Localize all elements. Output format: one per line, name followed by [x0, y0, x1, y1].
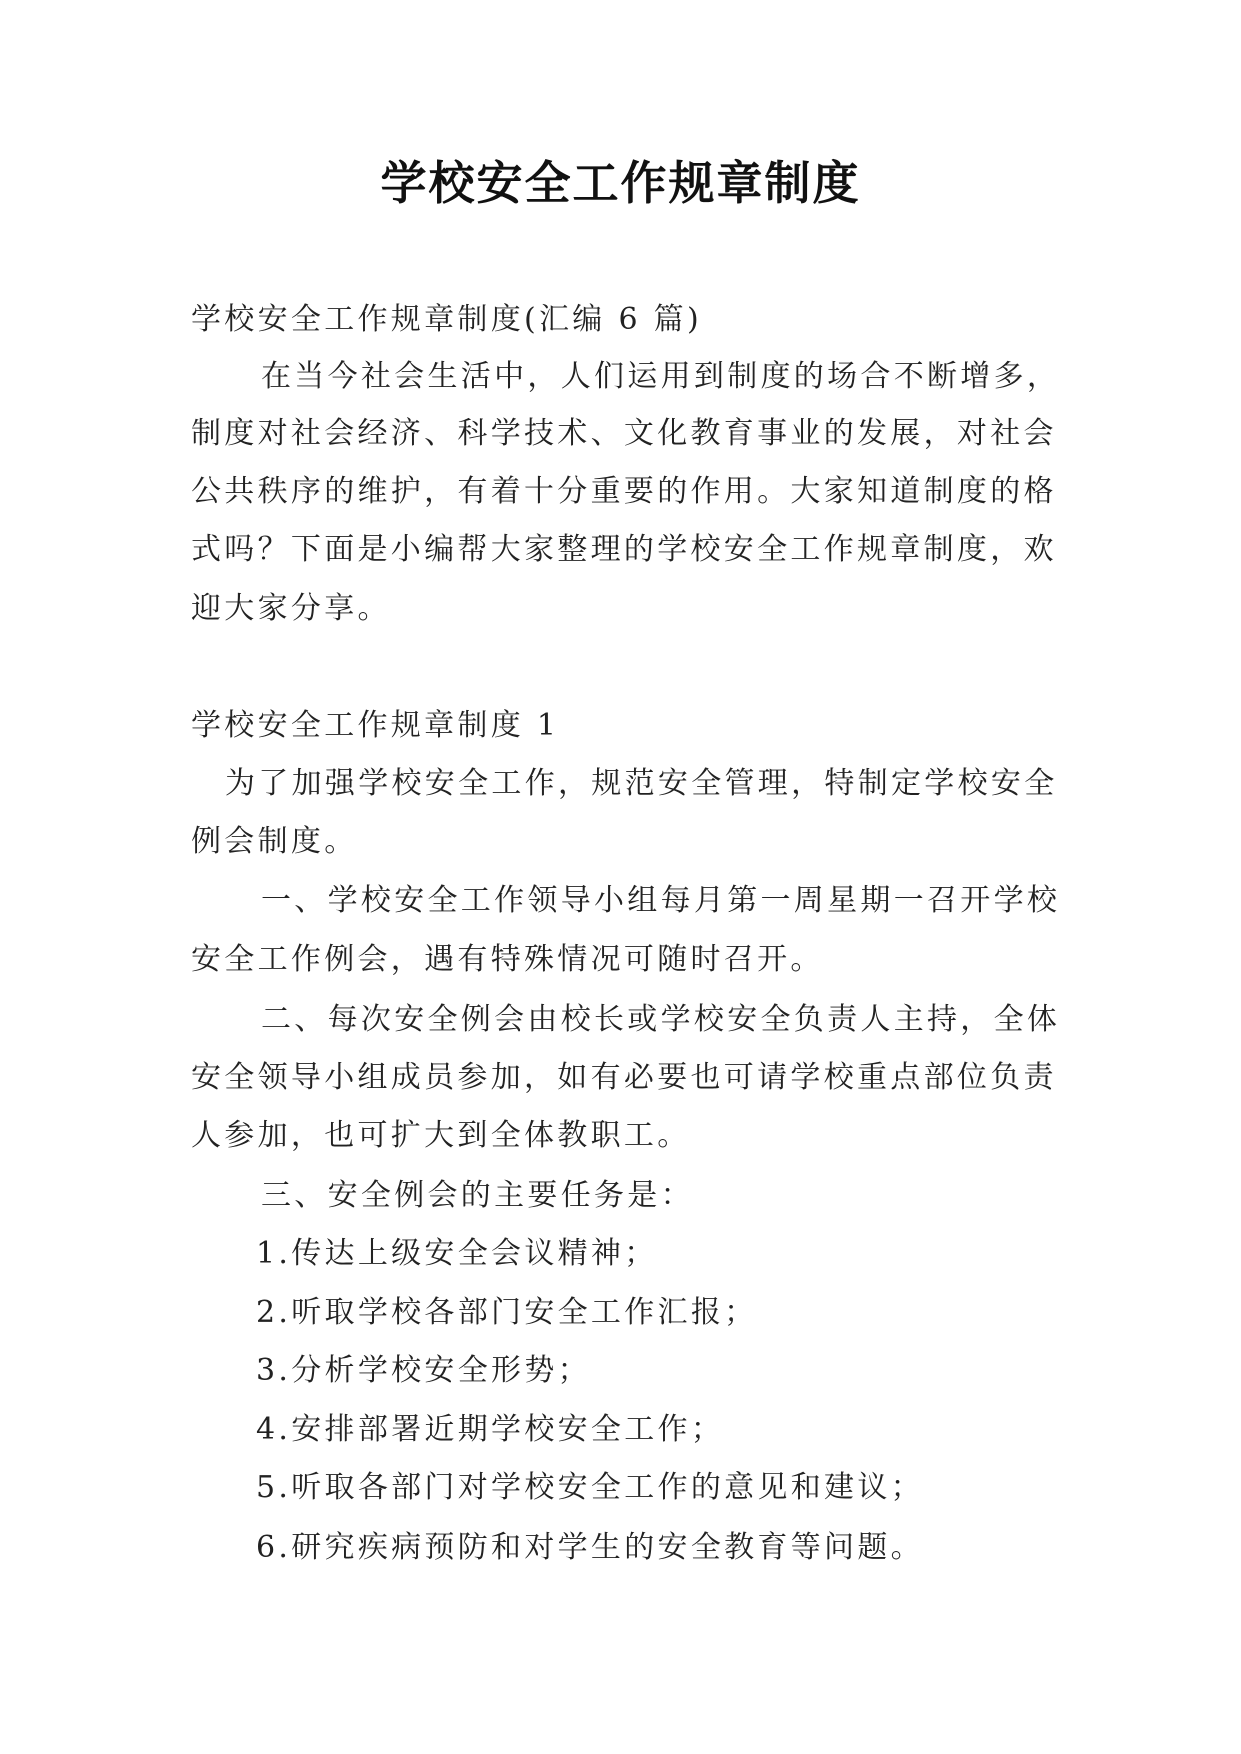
intro-line: 在当今社会生活中，人们运用到制度的场合不断增多，	[261, 359, 1061, 394]
rule-three-heading: 三、安全例会的主要任务是：	[261, 1178, 694, 1213]
document-title: 学校安全工作规章制度	[380, 156, 861, 210]
section-heading: 学校安全工作规章制度 1	[191, 708, 560, 743]
body-line: 安全领导小组成员参加，如有必要也可请学校重点部位负责	[191, 1060, 1057, 1095]
intro-line: 式吗？下面是小编帮大家整理的学校安全工作规章制度，欢	[191, 532, 1057, 567]
body-line: 一、学校安全工作领导小组每月第一周星期一召开学校	[261, 883, 1061, 918]
body-line: 例会制度。	[191, 824, 358, 859]
intro-line: 制度对社会经济、科学技术、文化教育事业的发展，对社会	[191, 416, 1057, 451]
list-item: 4.安排部署近期学校安全工作；	[256, 1412, 725, 1447]
intro-line: 公共秩序的维护，有着十分重要的作用。大家知道制度的格	[191, 474, 1057, 509]
body-line: 安全工作例会，遇有特殊情况可随时召开。	[191, 942, 824, 977]
body-line: 为了加强学校安全工作，规范安全管理，特制定学校安全	[225, 766, 1058, 801]
list-item: 2.听取学校各部门安全工作汇报；	[256, 1295, 758, 1330]
body-line: 人参加，也可扩大到全体教职工。	[191, 1118, 691, 1153]
list-item: 6.研究疾病预防和对学生的安全教育等问题。	[256, 1530, 924, 1565]
list-item: 5.听取各部门对学校安全工作的意见和建议；	[256, 1470, 924, 1505]
list-item: 3.分析学校安全形势；	[256, 1353, 591, 1388]
collection-subtitle: 学校安全工作规章制度(汇编 6 篇)	[191, 302, 702, 337]
body-line: 二、每次安全例会由校长或学校安全负责人主持，全体	[261, 1002, 1061, 1037]
intro-line: 迎大家分享。	[191, 591, 391, 626]
list-item: 1.传达上级安全会议精神；	[256, 1236, 658, 1271]
